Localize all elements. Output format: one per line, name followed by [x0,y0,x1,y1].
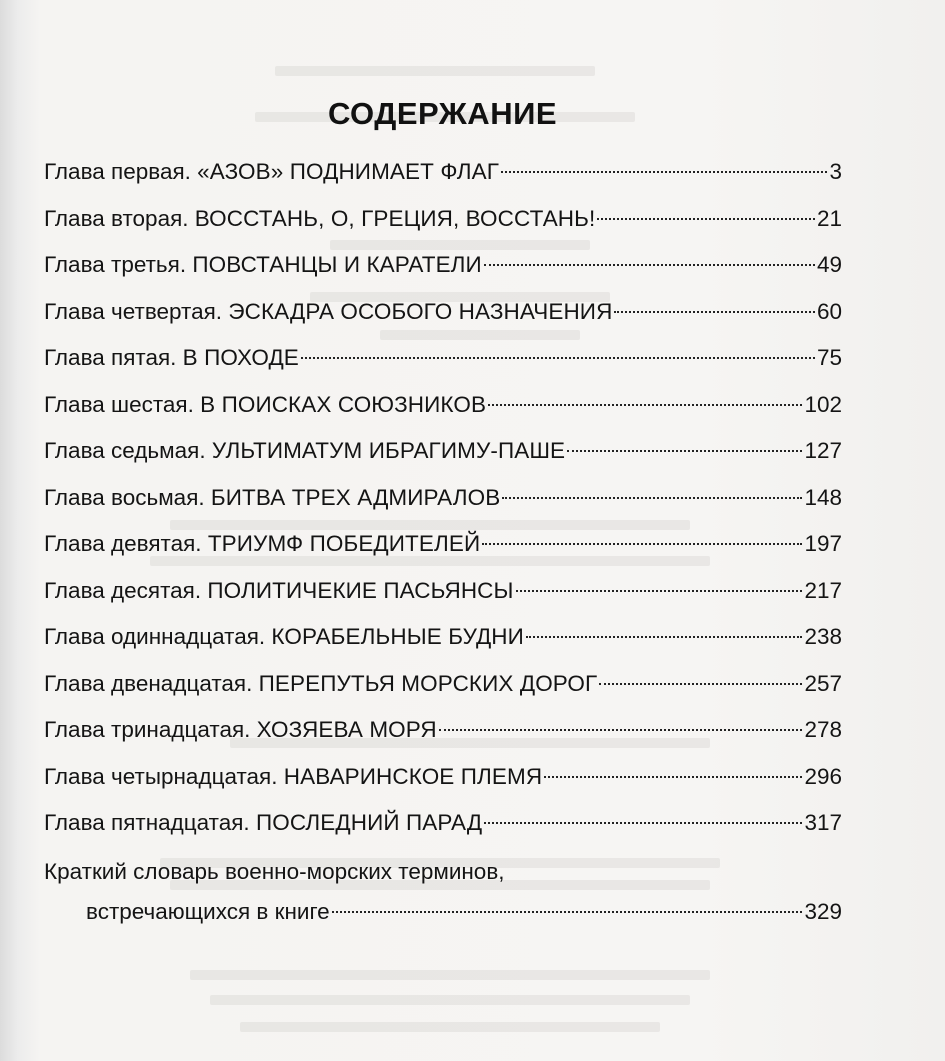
toc-entry[interactable] [44,478,842,525]
chapter-label: Глава одиннадцатая. [44,624,266,649]
chapter-label: Глава пятая. [44,345,177,370]
dot-leader [484,822,802,824]
page-title: СОДЕРЖАНИЕ [327,96,558,131]
chapter-label: Глава третья. [44,252,187,277]
toc-entry[interactable] [44,245,842,292]
dot-leader [488,404,802,406]
dot-leader [567,450,802,452]
page-number: 278 [804,717,842,742]
dot-leader [439,729,803,731]
page-number: 329 [804,898,842,924]
chapter-title: В ПОИСКАХ СОЮЗНИКОВ [200,391,487,417]
chapter-label: Глава двенадцатая. [44,670,253,696]
chapter-label: Глава четвертая. [44,298,223,324]
chapter-title: УЛЬТИМАТУМ ИБРАГИМУ-ПАШЕ [211,438,566,463]
dot-leader [501,171,827,173]
chapter-title: БИТВА ТРЕХ АДМИРАЛОВ [210,484,501,510]
chapter-title: ПЕРЕПУТЬЯ МОРСКИХ ДОРОГ [258,670,598,696]
page-number: 60 [816,298,842,324]
chapter-label: Глава пятнадцатая. [44,810,250,835]
dot-leader [332,911,803,913]
page-number: 296 [804,763,842,789]
page-number: 317 [804,810,842,835]
chapter-label: Глава десятая. [44,577,202,603]
toc-entry[interactable] [44,617,842,664]
dot-leader [614,311,815,313]
dot-leader [482,543,802,545]
page-number: 21 [816,205,842,231]
page-number: 238 [804,624,842,649]
dot-leader [516,590,803,592]
table-of-contents [44,152,842,932]
chapter-label: Глава тринадцатая. [44,717,251,742]
page-number: 102 [804,391,842,417]
toc-entry[interactable] [44,292,842,339]
page-number: 257 [804,670,842,696]
toc-entry[interactable] [44,710,842,757]
page-number: 197 [804,531,842,556]
dot-leader [301,357,815,359]
page-number: 49 [816,252,842,277]
dot-leader [597,218,815,220]
dot-leader [526,636,803,638]
page-number: 148 [804,484,842,510]
page-number: 217 [804,577,842,603]
chapter-label: Глава шестая. [44,391,194,417]
toc-entry[interactable] [44,338,842,385]
toc-entry[interactable] [44,664,842,711]
chapter-label: Глава девятая. [44,531,202,556]
glossary-title-line2: встречающихся в книге [86,898,330,924]
dot-leader [502,497,802,499]
page-number: 3 [829,159,842,184]
toc-entry[interactable] [44,803,842,850]
chapter-title: ХОЗЯЕВА МОРЯ [256,717,437,742]
dot-leader [544,776,802,778]
toc-entry[interactable] [44,199,842,246]
chapter-label: Глава седьмая. [44,438,206,463]
toc-entry[interactable] [44,431,842,478]
chapter-title: ТРИУМФ ПОБЕДИТЕЛЕЙ [207,531,481,556]
chapter-label: Глава вторая. [44,205,189,231]
glossary-title-line1: Краткий словарь военно-морских терминов, [44,858,505,884]
chapter-title: ПОСЛЕДНИЙ ПАРАД [255,810,483,835]
chapter-title: ПОВСТАНЦЫ И КАРАТЕЛИ [192,252,482,277]
chapter-label: Глава восьмая. [44,484,205,510]
chapter-title: НАВАРИНСКОЕ ПЛЕМЯ [283,763,543,789]
chapter-label: Глава первая. [44,159,191,184]
chapter-label: Глава четырнадцатая. [44,763,278,789]
toc-entry[interactable] [44,757,842,804]
toc-entry[interactable] [44,385,842,432]
chapter-title: В ПОХОДЕ [182,345,299,370]
chapter-title: ЭСКАДРА ОСОБОГО НАЗНАЧЕНИЯ [228,298,613,324]
chapter-title: ПОЛИТИЧЕКИЕ ПАСЬЯНСЫ [207,577,514,603]
dot-leader [484,264,815,266]
dot-leader [599,683,802,685]
page-number: 75 [816,345,842,370]
toc-entry[interactable] [44,571,842,618]
chapter-title: КОРАБЕЛЬНЫЕ БУДНИ [271,624,524,649]
page-number: 127 [804,438,842,463]
toc-entry[interactable] [44,524,842,571]
toc-entry-glossary[interactable] [44,852,842,932]
chapter-title: ВОССТАНЬ, О, ГРЕЦИЯ, ВОССТАНЬ! [194,205,596,231]
toc-entry[interactable] [44,152,842,199]
chapter-title: «АЗОВ» ПОДНИМАЕТ ФЛАГ [197,159,500,184]
